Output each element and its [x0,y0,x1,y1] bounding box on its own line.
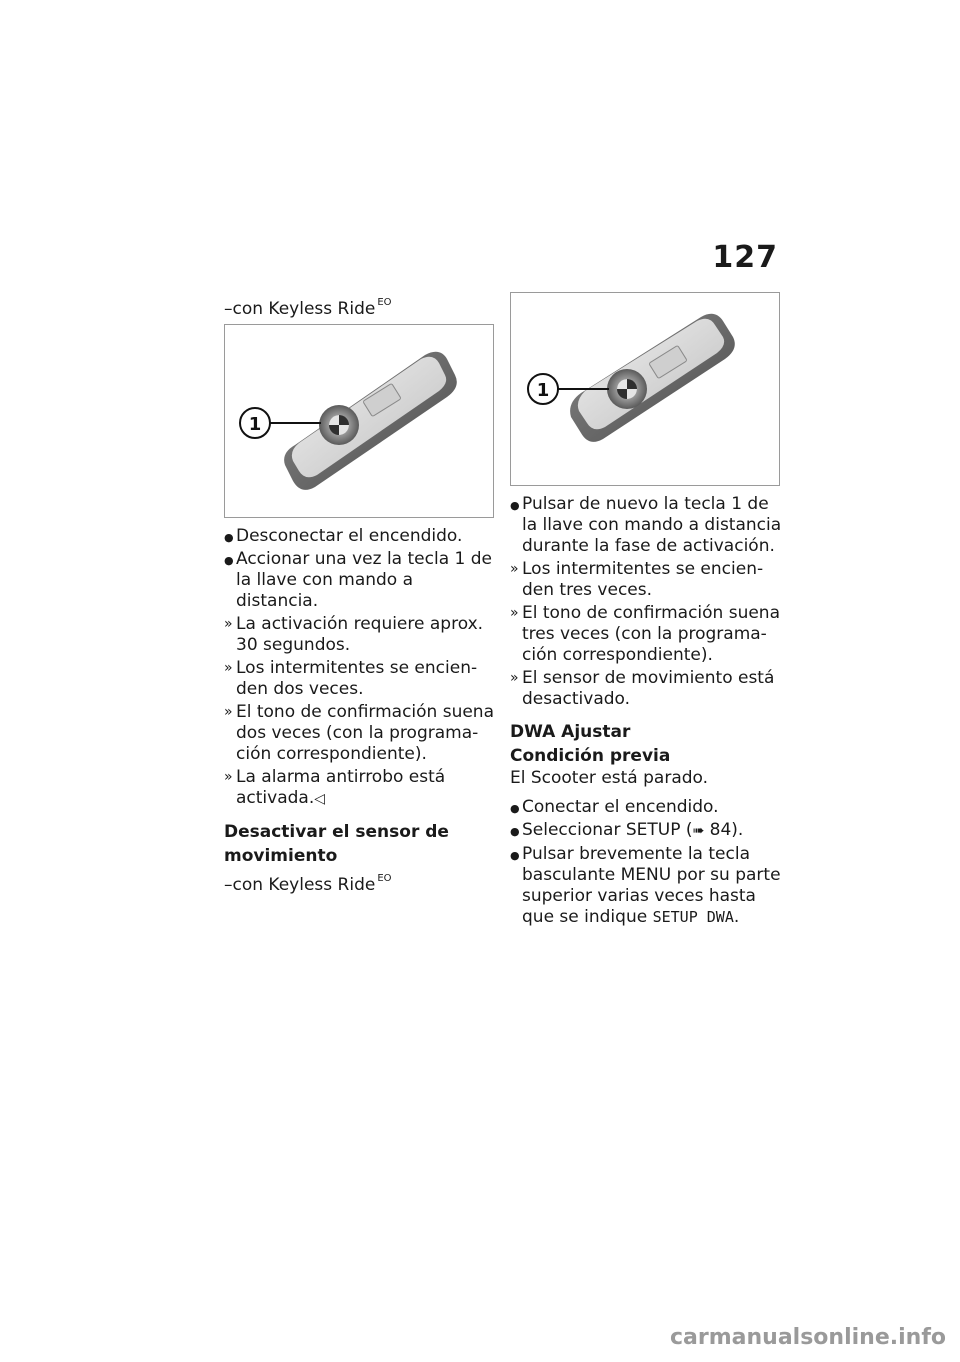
key-fob-figure-2 [510,292,780,486]
left-column [224,292,496,900]
condition-superscript: EO [377,873,392,884]
double-chevron-icon: » [224,769,233,785]
step-action: ● Accionar una vez la tecla 1 de la llave con mando a distancia. [224,549,492,611]
condition-superscript: EO [377,297,392,308]
key-fob-illustration [225,325,493,517]
right-steps-2 [510,797,782,928]
bullet-dot-icon: ● [510,849,520,862]
page-number: 127 [712,240,778,275]
double-chevron-icon: » [510,670,519,686]
figure-callout-label: 1 [248,414,262,435]
precondition-heading: Condición previa [510,746,671,766]
step-action: ● Pulsar de nuevo la tecla 1 de la llave con mando a distancia durante la fase de activación. [510,494,782,556]
bullet-dot-icon: ● [224,554,234,567]
double-chevron-icon: » [510,605,519,621]
double-chevron-icon: » [224,704,233,720]
condition-keyless-2: –con Keyless Ride $^{EO}$ [224,873,392,895]
double-chevron-icon: » [224,660,233,676]
step-action: ● Pulsar brevemente la tecla basculante MENU por su parte superior varias veces hasta que se indique SETUP DWA. [510,844,781,927]
step-action: ● Conectar el encendido. [510,797,719,817]
right-steps [510,494,782,710]
bullet-dot-icon: ● [510,825,520,838]
step-result: » La alarma antirrobo está activada.◁ [224,767,446,808]
figure-callout-label: 1 [536,380,550,401]
precondition-text: El Scooter está parado. [510,768,709,788]
step-result: » La activación requiere aprox. 30 segundos. [224,614,484,655]
page-reference[interactable]: 84). [709,820,744,840]
bullet-dot-icon: ● [224,531,234,544]
step-result: » El tono de confirmación suena tres veces (con la programa-ción correspondiente). [510,603,780,665]
step-action: ● Desconectar el encendido. [224,526,463,546]
left-steps [224,526,496,810]
bullet-dot-icon: ● [510,499,520,512]
step-result: » Los intermitentes se encien-den dos veces. [224,658,478,699]
right-column [510,292,782,930]
key-fob-illustration-2 [511,293,779,485]
page-reference-arrow-icon: ➠ [692,823,705,839]
section-heading: Desactivar el sensor de [224,822,449,842]
display-code: SETUP DWA [652,908,734,926]
double-chevron-icon: » [510,561,519,577]
step-result: » El tono de confirmación suena dos veces (con la programa-ción correspondiente). [224,702,494,764]
step-action: ● Seleccionar SETUP (➠ 84). [510,820,744,840]
watermark: carmanualsonline.info [670,1325,946,1350]
bullet-dot-icon: ● [510,802,520,815]
condition-keyless: –con Keyless Ride $^{EO}$ [224,297,392,319]
double-chevron-icon: » [224,616,233,632]
section-heading-dwa: DWA Ajustar [510,722,631,742]
step-result: » Los intermitentes se encien-den tres veces. [510,559,764,600]
section-heading-cont: movimiento [224,846,338,866]
step-result: » El sensor de movimiento está desactivado. [510,668,775,709]
end-triangle-icon: ◁ [314,791,326,807]
key-fob-figure [224,324,494,518]
